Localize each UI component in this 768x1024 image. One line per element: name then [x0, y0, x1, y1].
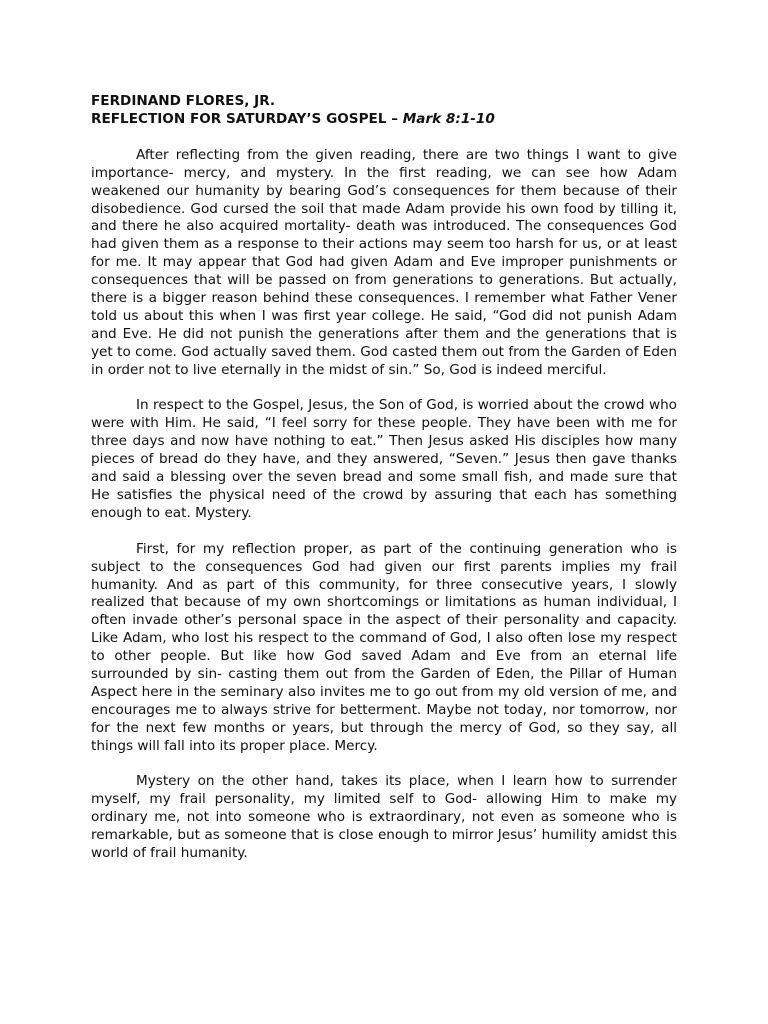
paragraph: After reflecting from the given reading, there are two things I want to give importance- mercy, and mystery. In the first reading, we can see how Adam weakened our humanity by bearing God’s consequences for them because of their disobedience. God cursed the soil that made Adam provide his own food by tilling it, and there he also acquired mortality- death was introduced. The consequences God had given them as a response to their actions may seem too harsh for us, or at least for me. It may appear that God had given Adam and Eve improper punishments or consequences that will be passed on from generations to generations. But actually, there is a bigger reason behind these consequences. I remember what Father Vener told us about this when I was first year college. He said, “God did not punish Adam and Eve. He did not punish the generations after them and the generations that is yet to come. God actually saved them. God casted them out from the Garden of Eden in order not to live eternally in the midst of sin.” So, God is indeed merciful. — [91, 146, 677, 378]
title-text: REFLECTION FOR SATURDAY’S GOSPEL – — [91, 110, 403, 127]
paragraph: Mystery on the other hand, takes its place, when I learn how to surrender myself, my frail personality, my limited self to God- allowing Him to make my ordinary me, not into someone who is extraordinary, not even as someone who is remarkable, but as someone that is close enough to mirror Jesus’ humility amidst this world of frail humanity. — [91, 773, 677, 862]
gospel-reference: Mark 8:1-10 — [402, 110, 495, 127]
author-name: FERDINAND FLORES, JR. — [91, 93, 276, 109]
document-title — [91, 111, 677, 129]
reflection-body — [91, 147, 677, 863]
document-page — [91, 93, 677, 881]
paragraph: First, for my reflection proper, as part of the continuing generation who is subject to the consequences God had given our first parents implies my frail humanity. And as part of this community, for three consecutive years, I slowly realized that because of my own shortcomings or limitations as human individual, I often invade other’s personal space in the aspect of their personality and capacity. Like Adam, who lost his respect to the command of God, I also often lose my respect to other people. But like how God saved Adam and Eve from an eternal life surrounded by sin- casting them out from the Garden of Eden, the Pillar of Human Aspect here in the seminary also invites me to go out from my old version of me, and encourages me to always strive for betterment. Maybe not today, nor tomorrow, nor for the next few months or years, but through the mercy of God, so they say, all things will fall into its proper place. Mercy. — [91, 540, 677, 754]
paragraph: In respect to the Gospel, Jesus, the Son of God, is worried about the crowd who were with Him. He said, “I feel sorry for these people. They have been with me for three days and now have nothing to eat.” Then Jesus asked His disciples how many pieces of bread do they have, and they answered, “Seven.” Jesus then gave thanks and said a blessing over the seven bread and some small fish, and made sure that He satisfies the physical need of the crowd by assuring that each has something enough to eat. Mystery. — [91, 397, 677, 521]
